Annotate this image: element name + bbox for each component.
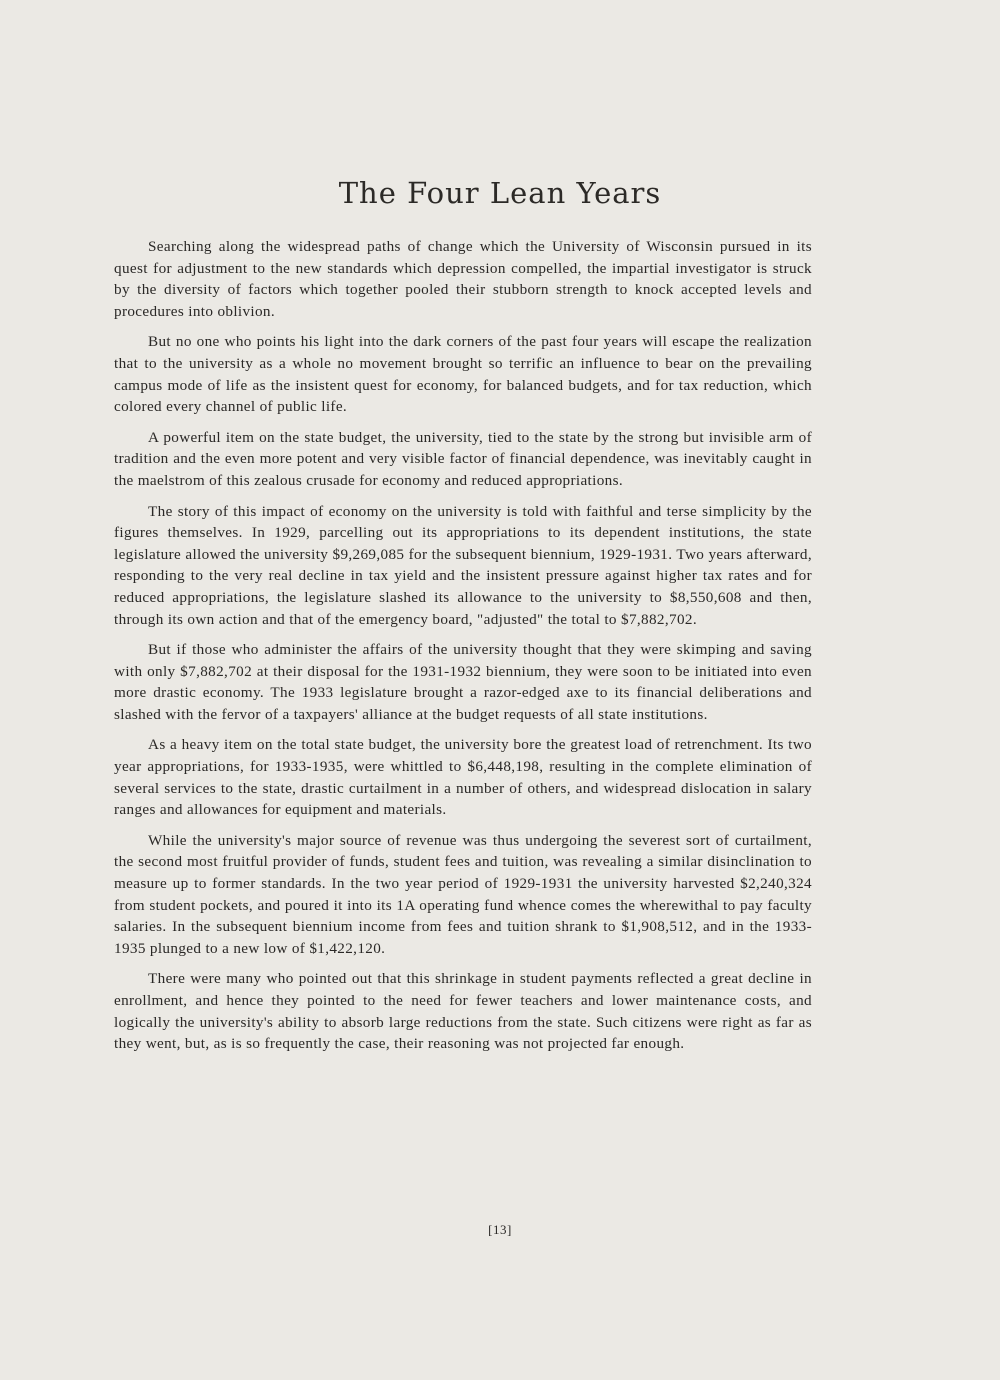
paragraph: While the university's major source of revenue was thus undergoing the severest sort of curtailment, the second most fruitful provider of funds, student fees and tuition, was revealing a similar disinclination to measure up to former standards. In the two year period of 1929-1931 the university harvested $2,240,324 from student pockets, and poured it into its 1A operating fund whence comes the wherewithal to pay faculty salaries. In the subsequent biennium income from fees and tuition shrank to $1,908,512, and in the 1933-1935 plunged to a new low of $1,422,120. [114, 831, 812, 957]
page-title: The Four Lean Years [338, 176, 662, 210]
paragraph: But if those who administer the affairs of the university thought that they were skimping and saving with only $7,882,702 at their disposal for the 1931-1932 biennium, they were soon to be initiated into even more drastic economy. The 1933 legislature brought a razor-edged axe to its financial deliberations and slashed with the fervor of a taxpayers' alliance at the budget requests of all state institutions. [114, 641, 812, 723]
paragraph: There were many who pointed out that this shrinkage in student payments reflected a great decline in enrollment, and hence they pointed to the need for fewer teachers and lower maintenance costs, and logically the university's ability to absorb large reductions from the state. Such citizens were right as far as they went, but, as is so frequently the case, their reasoning was not projected far enough. [114, 970, 812, 1053]
paragraph: But no one who points his light into the dark corners of the past four years will escape the realization that to the university as a whole no movement brought so terrific an influence to bear on the prevailing campus mode of life as the insistent quest for economy, for balanced budgets, and for tax reduction, which colored every channel of public life. [114, 333, 812, 416]
page-number: [13] [488, 1222, 512, 1237]
paragraph: The story of this impact of economy on the university is told with faithful and terse simplicity by the figures themselves. In 1929, parcelling out its appropriations to its dependent institutions, the state legislature allowed the university $9,269,085 for the subsequent biennium, 1929-1931. Two years afterward, responding to the very real decline in tax yield and the insistent pressure against higher tax rates and for reduced appropriations, the legislature slashed its allowance to the university to $8,550,608 and then, through its own action and that of the emergency board, "adjusted" the total to $7,882,702. [114, 502, 812, 628]
paragraph: A powerful item on the state budget, the university, tied to the state by the strong but invisible arm of tradition and the even more potent and very visible factor of financial dependence, was inevitably caught in the maelstrom of this zealous crusade for economy and reduced appropriations. [114, 428, 812, 489]
paragraph: As a heavy item on the total state budget, the university bore the greatest load of retrenchment. Its two year appropriations, for 1933-1935, were whittled to $6,448,198, resulting in the complete elimination of several services to the state, drastic curtailment in a number of others, and widespread dislocation in salary ranges and allowances for equipment and materials. [114, 736, 812, 819]
paragraph: Searching along the widespread paths of change which the University of Wisconsin pursued in its quest for adjustment to the new standards which depression compelled, the impartial investigator is struck by the diversity of factors which together pooled their stubborn strength to knock accepted levels and procedures into oblivion. [114, 238, 812, 320]
article-body [114, 236, 812, 1064]
